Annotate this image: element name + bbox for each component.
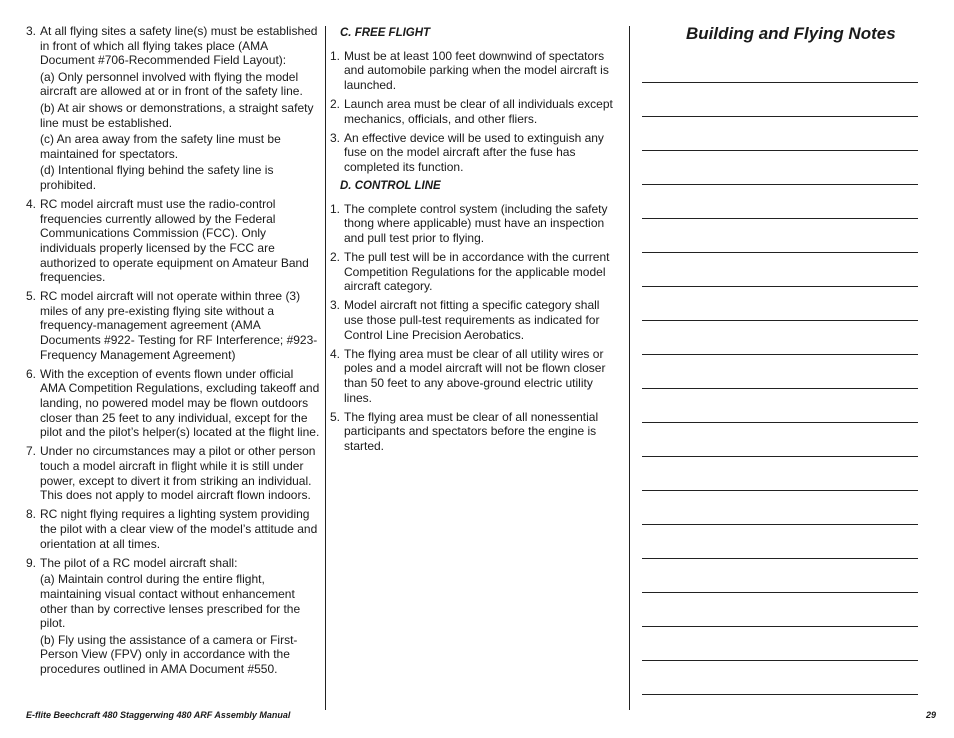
left-column	[26, 24, 320, 681]
middle-column	[330, 24, 622, 458]
item-number: 5.	[26, 289, 37, 304]
note-line	[642, 491, 918, 525]
notes-lines	[642, 82, 918, 695]
sub-item-text: (d) Intentional flying behind the safety line is prohibited.	[40, 163, 274, 192]
list-item	[26, 507, 320, 551]
column-divider	[325, 26, 326, 710]
item-text: RC night flying requires a lighting system providing the pilot with a clear view of the model’s attitude and orientation at all times.	[40, 507, 318, 551]
item-number: 8.	[26, 507, 37, 522]
item-text: RC model aircraft must use the radio-control frequencies currently allowed by the Federal Communications Commission (FCC). Only individuals properly licensed by the FCC are authorized to operate equipment on Amateur Band frequencies.	[40, 197, 309, 285]
item-text: The pull test will be in accordance with the current Competition Regulations for the applicable model aircraft category.	[344, 250, 610, 294]
note-line	[642, 525, 918, 559]
column-divider	[629, 26, 630, 710]
note-line	[642, 253, 918, 287]
note-line	[642, 627, 918, 661]
item-number: 3.	[330, 298, 341, 313]
section-heading-free-flight: C. FREE FLIGHT	[340, 27, 431, 39]
item-text: Under no circumstances may a pilot or other person touch a model aircraft in flight while it is still under power, except to divert it from striking an individual. This does not apply to model aircraft flown indoors.	[40, 444, 316, 503]
item-number: 6.	[26, 366, 37, 381]
list-item	[330, 131, 622, 175]
item-number: 5.	[330, 409, 341, 424]
item-number: 7.	[26, 444, 37, 459]
note-line	[642, 185, 918, 219]
note-line	[642, 457, 918, 491]
page-number: 29	[925, 710, 936, 720]
note-line	[642, 287, 918, 321]
list-item	[330, 49, 622, 93]
list-item	[330, 298, 622, 342]
list-item	[330, 347, 622, 405]
item-text: With the exception of events flown under official AMA Competition Regulations, excluding takeoff and landing, no powered model may be flown outdoors closer than 25 feet to any individual, except for the pilot and the pilot’s helper(s) located at the flight line.	[40, 366, 320, 440]
list-item	[26, 24, 320, 193]
list-item	[26, 197, 320, 285]
item-text: The complete control system (including the safety thong where applicable) must have an inspection and pull test prior to flying.	[344, 201, 608, 245]
list-item	[330, 97, 622, 126]
footer-manual-title: E-flite Beechcraft 480 Staggerwing 480 ARF Assembly Manual	[26, 710, 291, 720]
note-line	[642, 355, 918, 389]
item-number: 1.	[330, 201, 341, 216]
note-line	[642, 593, 918, 627]
note-line	[642, 219, 918, 253]
item-text: RC model aircraft will not operate within three (3) miles of any pre-existing flying site without a frequency-management agreement (AMA Documents #922- Testing for RF Interference; #923- Frequency Management Agreement)	[40, 289, 318, 362]
item-number: 3.	[26, 24, 37, 38]
sub-item-text: (b) Fly using the assistance of a camera or First-Person View (FPV) only in accordance with the procedures outlined in AMA Document #550.	[40, 632, 298, 676]
item-text: The flying area must be clear of all nonessential participants and spectators before the engine is started.	[344, 409, 599, 453]
sub-item-text: (a) Maintain control during the entire flight, maintaining visual contact without enhancement other than by corrective lenses prescribed for the pilot.	[40, 572, 301, 631]
list-item	[26, 444, 320, 502]
note-line	[642, 559, 918, 593]
list-item	[330, 250, 622, 294]
sub-item-text: (a) Only personnel involved with flying the model aircraft are allowed at or in front of the safety line.	[40, 69, 303, 99]
item-text: An effective device will be used to extinguish any fuse on the model aircraft after the fuse has completed its function.	[344, 130, 604, 174]
list-item	[26, 556, 320, 677]
control-line-list	[330, 202, 622, 454]
item-number: 4.	[26, 197, 37, 212]
list-item	[26, 367, 320, 440]
free-flight-list	[330, 49, 622, 175]
note-line	[642, 423, 918, 457]
item-number: 2.	[330, 96, 341, 111]
note-line	[642, 151, 918, 185]
list-item	[330, 202, 622, 246]
item-number: 9.	[26, 555, 37, 570]
item-text: Model aircraft not fitting a specific category shall use those pull-test requirements as indicated for Control Line Precision Aerobatics.	[344, 298, 600, 342]
item-number: 4.	[330, 346, 341, 361]
section-heading-control-line: D. CONTROL LINE	[340, 180, 441, 193]
notes-title: Building and Flying Notes	[686, 24, 896, 43]
list-item	[330, 410, 622, 454]
list-item	[26, 289, 320, 362]
safety-rules-list	[26, 24, 320, 677]
note-line	[642, 117, 918, 151]
item-text: At all flying sites a safety line(s) must be established in front of which all flying takes place (AMA Document #706-Recommended Field Layout):	[40, 24, 318, 68]
item-number: 3.	[330, 130, 341, 145]
sub-item-text: (c) An area away from the safety line must be maintained for spectators.	[40, 132, 281, 161]
sub-item-text: (b) At air shows or demonstrations, a straight safety line must be established.	[40, 100, 314, 130]
note-line	[642, 321, 918, 355]
item-text: The pilot of a RC model aircraft shall:	[40, 555, 238, 570]
note-line	[642, 83, 918, 117]
item-text: Must be at least 100 feet downwind of spectators and automobile parking when the model aircraft is launched.	[344, 48, 609, 92]
item-text: The flying area must be clear of all utility wires or poles and a model aircraft will not be flown closer than 50 feet to any above-ground electric utility lines.	[344, 346, 606, 405]
item-text: Launch area must be clear of all individuals except mechanics, officials, and other fliers.	[344, 96, 613, 126]
item-number: 1.	[330, 48, 341, 63]
note-line	[642, 389, 918, 423]
note-line	[642, 661, 918, 695]
item-number: 2.	[330, 250, 341, 265]
